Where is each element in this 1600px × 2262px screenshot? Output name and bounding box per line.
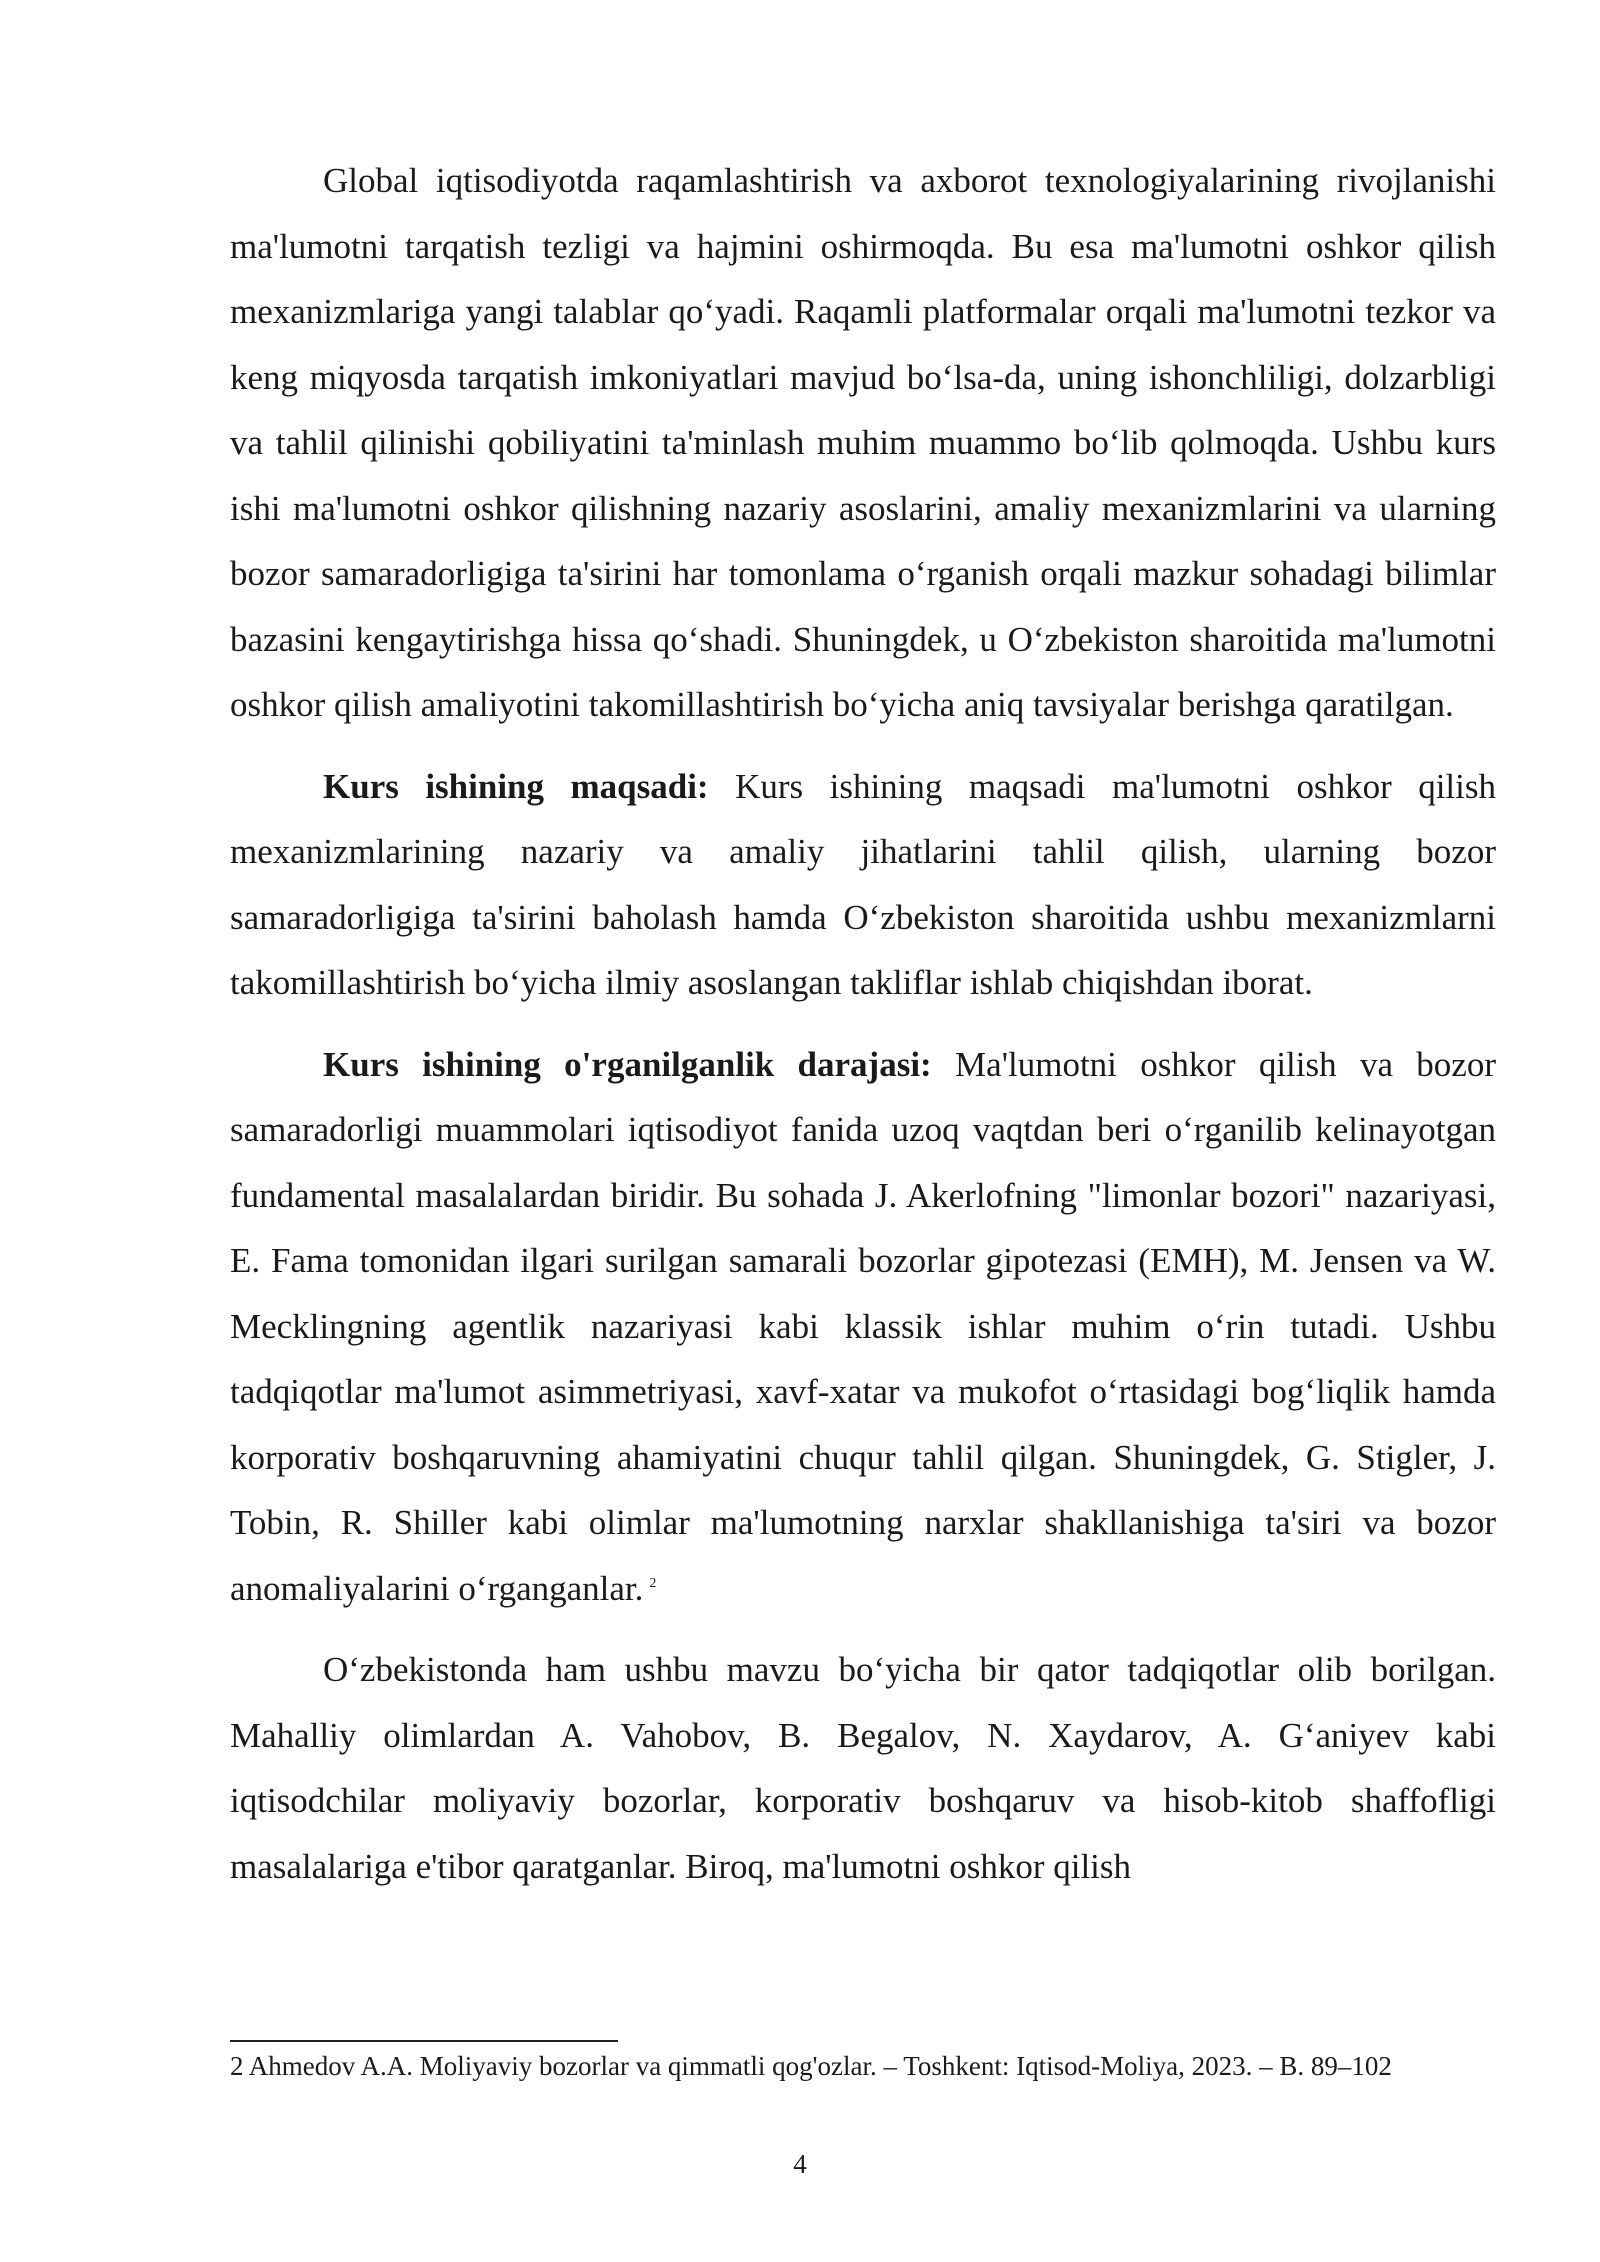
paragraph-text: Ma'lumotni oshkor qilish va bozor samaradorligi muammolari iqtisodiyot fanida uzoq vaqtdan beri o‘rganilib kelinayotgan fundamental masalalardan biridir. Bu sohada J. Akerlofning "limonlar bozori" nazariyasi, E. Fama tomonidan ilgari surilgan samarali bozorlar gipotezasi (EMH), M. Jensen va W. Mecklingning agentlik nazariyasi kabi klassik ishlar muhim o‘rin tutadi. Ushbu tadqiqotlar ma'lumot asimmetriyasi, xavf-xatar va mukofot o‘rtasidagi bog‘liqlik hamda korporativ boshqaruvning ahamiyatini chuqur tahlil qilgan. Shuningdek, G. Stigler, J. Tobin, R. Shiller kabi olimlar ma'lumotning narxlar shakllanishiga ta'siri va bozor anomaliyalarini o‘rganganlar. bbox=[230, 1044, 1496, 1608]
page-number: 4 bbox=[793, 2149, 807, 2179]
paragraph-intro bbox=[230, 148, 1496, 738]
paragraph-uzbekistan bbox=[230, 1637, 1496, 1899]
footnote-separator bbox=[230, 2040, 618, 2042]
paragraph-goal bbox=[230, 754, 1496, 1016]
paragraph-heading: Kurs ishining o'rganilganlik darajasi: bbox=[323, 1044, 932, 1084]
footnote-reference[interactable]: 2 bbox=[649, 1575, 657, 1591]
paragraph-heading: Kurs ishining maqsadi: bbox=[323, 766, 709, 806]
paragraph-text: Kurs ishining maqsadi ma'lumotni oshkor qilish mexanizmlarining nazariy va amaliy jihatlarini tahlil qilish, ularning bozor samaradorligiga ta'sirini baholash hamda O‘zbekiston sharoitida ushbu mexanizmlarni takomillashtirish bo‘yicha ilmiy asoslangan takliflar ishlab chiqishdan iborat. bbox=[230, 766, 1497, 1002]
footnote: 2 Ahmedov A.A. Moliyaviy bozorlar va qimmatli qog'ozlar. – Toshkent: Iqtisod-Moliya, 2023. – B. 89–102 bbox=[230, 2051, 1392, 2081]
paragraph-study-level bbox=[230, 1032, 1496, 1622]
document-body bbox=[230, 148, 1496, 1915]
paragraph-text: Global iqtisodiyotda raqamlashtirish va axborot texnologiyalarining rivojlanishi ma'lumotni tarqatish tezligi va hajmini oshirmoqda. Bu esa ma'lumotni oshkor qilish mexanizmlariga yangi talablar qo‘yadi. Raqamli platformalar orqali ma'lumotni tezkor va keng miqyosda tarqatish imkoniyatlari mavjud bo‘lsa-da, uning ishonchliligi, dolzarbligi va tahlil qilinishi qobiliyatini ta'minlash muhim muammo bo‘lib qolmoqda. Ushbu kurs ishi ma'lumotni oshkor qilishning nazariy asoslarini, amaliy mexanizmlarini va ularning bozor samaradorligiga ta'sirini har tomonlama o‘rganish orqali mazkur sohadagi bilimlar bazasini kengaytirishga hissa qo‘shadi. Shuningdek, u O‘zbekiston sharoitida ma'lumotni oshkor qilish amaliyotini takomillashtirish bo‘yicha aniq tavsiyalar berishga qaratilgan. bbox=[230, 161, 1496, 724]
paragraph-text: O‘zbekistonda ham ushbu mavzu bo‘yicha bir qator tadqiqotlar olib borilgan. Mahalliy olimlardan A. Vahobov, B. Begalov, N. Xaydarov, A. G‘aniyev kabi iqtisodchilar moliyaviy bozorlar, korporativ boshqaruv va hisob-kitob shaffofligi masalalariga e'tibor qaratganlar. Biroq, ma'lumotni oshkor qilish bbox=[230, 1650, 1496, 1886]
